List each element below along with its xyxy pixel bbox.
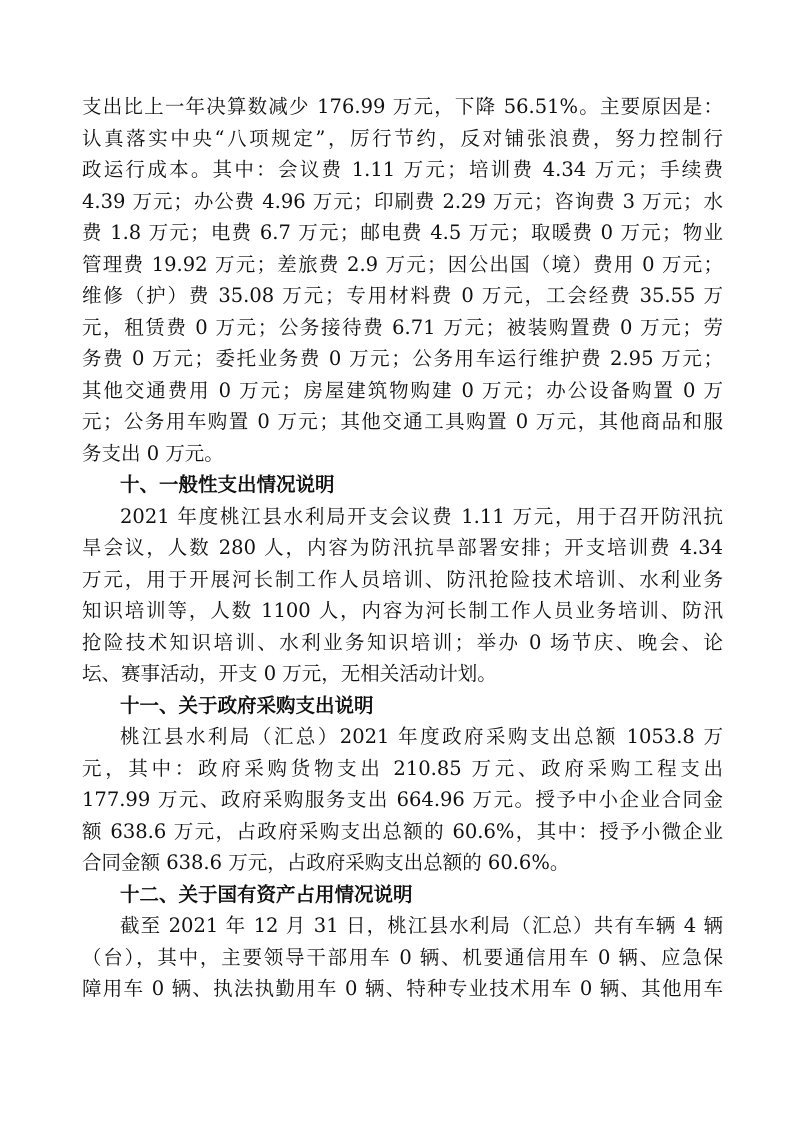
paragraph-line: 截至 2021 年 12 月 31 日，桃江县水利局（汇总）共有车辆 4 辆 <box>120 914 723 937</box>
paragraph-line: 元，租赁费 0 万元；公务接待费 6.71 万元；被装购置费 0 万元；劳 <box>82 315 723 339</box>
paragraph-line: 障用车 0 辆、执法执勤用车 0 辆、特种专业技术用车 0 辆、其他用车 <box>82 977 723 1000</box>
section-heading: 十二、关于国有资产占用情况说明 <box>120 882 413 906</box>
paragraph-line: 旱会议，人数 280 人，内容为防汛抗旱部署安排；开支培训费 4.34 <box>82 536 723 559</box>
paragraph-line: 管理费 19.92 万元；差旅费 2.9 万元；因公出国（境）费用 0 万元； <box>82 252 723 276</box>
paragraph-line: 务支出 0 万元。 <box>82 441 224 465</box>
paragraph-line: 维修（护）费 35.08 万元；专用材料费 0 万元，工会经费 35.55 万 <box>82 284 723 307</box>
paragraph-line: 桃江县水利局（汇总）2021 年度政府采购支出总额 1053.8 万 <box>120 725 723 748</box>
paragraph-line: 4.39 万元；办公费 4.96 万元；印刷费 2.29 万元；咨询费 3 万元；水 <box>82 189 723 213</box>
section-heading: 十、一般性支出情况说明 <box>120 473 335 496</box>
paragraph-line: 知识培训等，人数 1100 人，内容为河长制工作人员业务培训、防汛 <box>82 599 723 622</box>
paragraph-line: 其他交通费用 0 万元；房屋建筑物购建 0 万元；办公设备购置 0 万 <box>82 378 723 402</box>
paragraph-line: 坛、赛事活动，开支 0 万元，无相关活动计划。 <box>82 662 497 685</box>
paragraph-line: 支出比上一年决算数减少 176.99 万元，下降 56.51%。主要原因是： <box>82 95 723 118</box>
paragraph-line: 务费 0 万元；委托业务费 0 万元；公务用车运行维护费 2.95 万元； <box>82 347 723 370</box>
paragraph-line: 政运行成本。其中：会议费 1.11 万元；培训费 4.34 万元；手续费 <box>82 158 723 181</box>
paragraph-line: 177.99 万元、政府采购服务支出 664.96 万元。授予中小企业合同金 <box>82 788 723 811</box>
paragraph-line: 费 1.8 万元；电费 6.7 万元；邮电费 4.5 万元；取暖费 0 万元；物业 <box>82 221 723 244</box>
paragraph-line: 万元，用于开展河长制工作人员培训、防汛抢险技术培训、水利业务 <box>82 567 723 591</box>
paragraph-line: 2021 年度桃江县水利局开支会议费 1.11 万元，用于召开防汛抗 <box>120 504 723 528</box>
paragraph-line: 元；公务用车购置 0 万元；其他交通工具购置 0 万元，其他商品和服 <box>82 410 723 433</box>
paragraph-line: 合同金额 638.6 万元，占政府采购支出总额的 60.6%。 <box>82 851 570 874</box>
paragraph-line: 元，其中：政府采购货物支出 210.85 万元、政府采购工程支出 <box>82 756 723 780</box>
paragraph-line: （台），其中，主要领导干部用车 0 辆、机要通信用车 0 辆、应急保 <box>82 945 723 969</box>
paragraph-line: 抢险技术知识培训、水利业务知识培训；举办 0 场节庆、晚会、论 <box>82 630 723 654</box>
paragraph-line: 额 638.6 万元，占政府采购支出总额的 60.6%，其中：授予小微企业 <box>82 819 723 843</box>
section-heading: 十一、关于政府采购支出说明 <box>120 693 374 717</box>
paragraph-line: 认真落实中央“八项规定”，厉行节约，反对铺张浪费，努力控制行 <box>82 126 723 150</box>
